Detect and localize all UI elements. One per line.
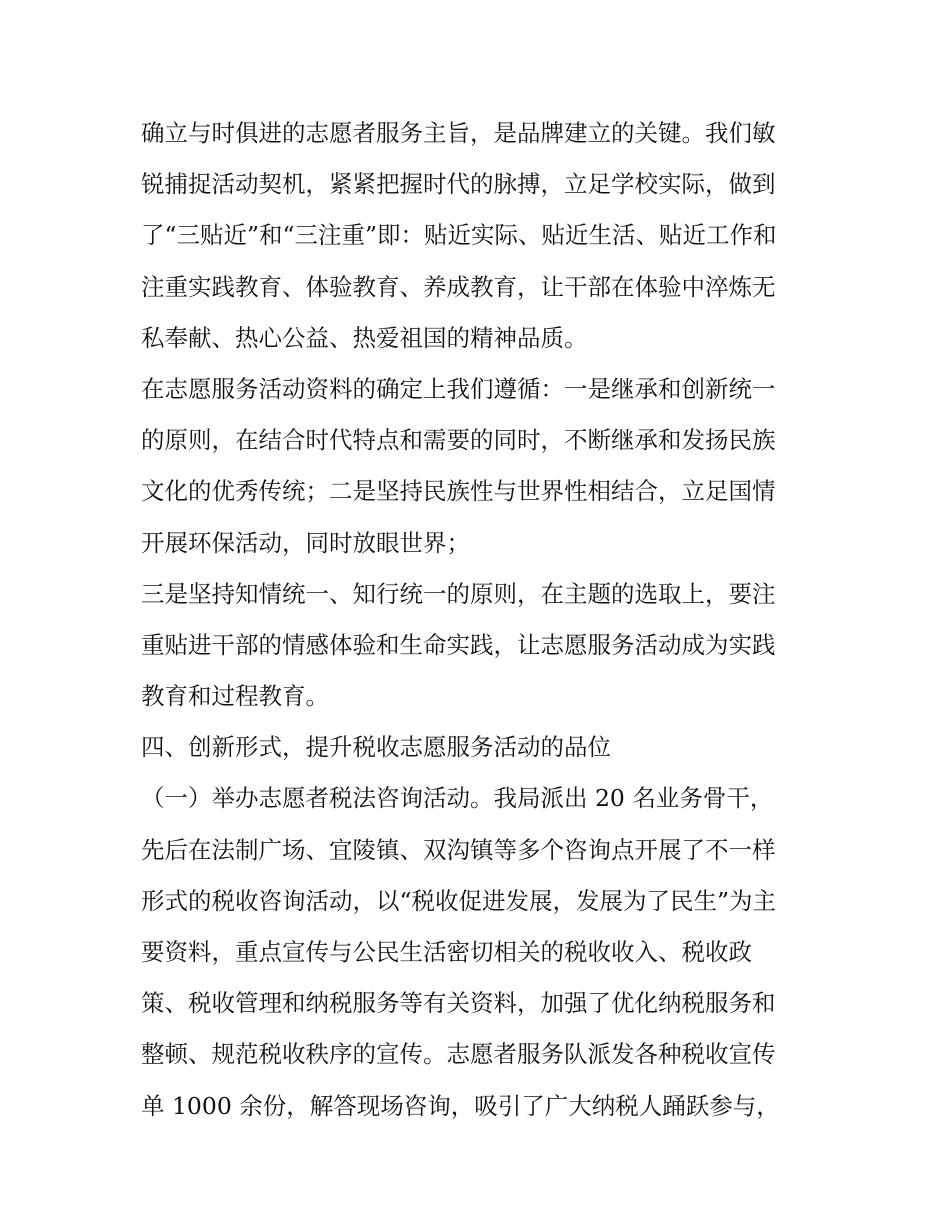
text-line: 在志愿服务活动资料的确定上我们遵循：一是继承和创新统一 <box>141 374 776 403</box>
text-line: 私奉献、热心公益、热爱祖国的精神品质。 <box>141 323 588 352</box>
text-line: 形式的税收咨询活动，以“税收促进发展，发展为了民生”为主 <box>141 886 777 915</box>
document-body <box>141 108 821 1132</box>
text-line: 策、税收管理和纳税服务等有关资料，加强了优化纳税服务和 <box>141 989 776 1018</box>
text-line: 确立与时俱进的志愿者服务主旨，是品牌建立的关键。我们敏 <box>141 119 776 147</box>
text-line: 整顿、规范税收秩序的宣传。志愿者服务队派发各种税收宣传 <box>141 1040 776 1069</box>
text-line: 重贴进干部的情感体验和生命实践，让志愿服务活动成为实践 <box>141 630 776 659</box>
text-line: 了“三贴近”和“三注重”即：贴近实际、贴近生活、贴近工作和 <box>141 221 777 250</box>
text-line: 教育和过程教育。 <box>141 682 329 711</box>
text-line: 单 1000 余份，解答现场咨询，吸引了广大纳税人踊跃参与， <box>141 1091 780 1120</box>
text-line: 三是坚持知情统一、知行统一的原则，在主题的选取上，要注 <box>141 579 776 608</box>
text-line: （一）举办志愿者税法咨询活动。我局派出 20 名业务骨干， <box>141 784 774 813</box>
text-line: 文化的优秀传统；二是坚持民族性与世界性相结合，立足国情 <box>141 477 776 506</box>
text-line: 注重实践教育、体验教育、养成教育，让干部在体验中淬炼无 <box>141 272 776 301</box>
text-line: 先后在法制广场、宜陵镇、双沟镇等多个咨询点开展了不一样 <box>141 835 776 864</box>
text-line: 开展环保活动，同时放眼世界； <box>141 528 470 557</box>
text-line: 要资料，重点宣传与公民生活密切相关的税收收入、税收政 <box>141 938 752 966</box>
text-line: 锐捕捉活动契机，紧紧把握时代的脉搏，立足学校实际，做到 <box>141 170 776 199</box>
section-heading: 四、创新形式，提升税收志愿服务活动的品位 <box>141 733 611 762</box>
text-line: 的原则，在结合时代特点和需要的同时，不断继承和发扬民族 <box>141 426 776 455</box>
